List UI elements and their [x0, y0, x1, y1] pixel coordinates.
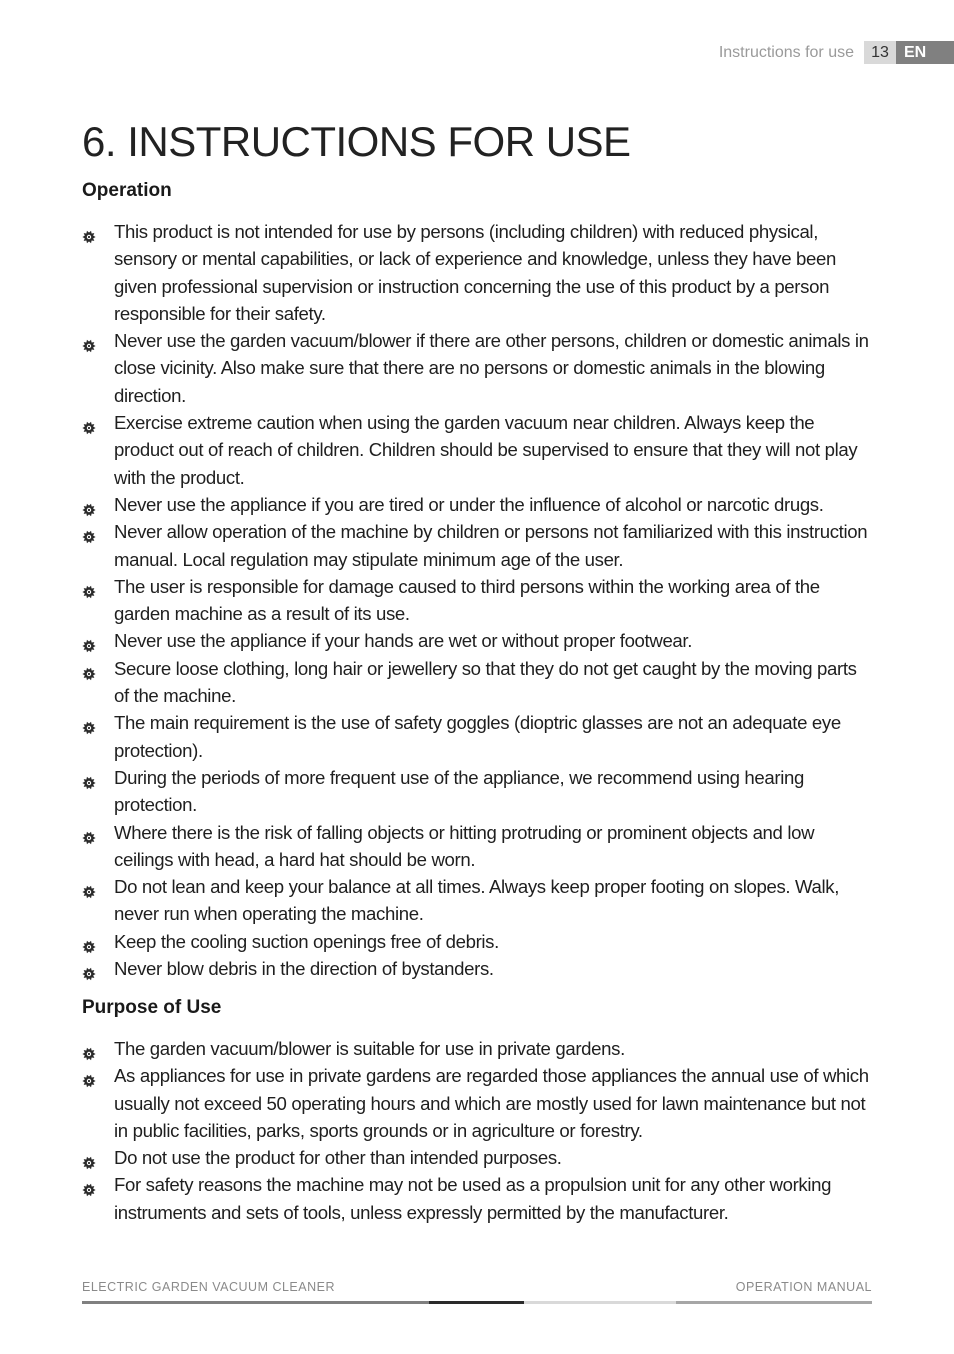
list-item-text: Never allow operation of the machine by children or persons not familiarized with this instruction manual. Local regulation may stipulate minimum age of the user.: [114, 521, 868, 570]
header-title: Instructions for use: [718, 43, 854, 61]
page-number: 13: [864, 41, 896, 64]
gear-bullet-icon: [82, 661, 96, 675]
list-item: [82, 218, 872, 327]
list-item-text: Never use the garden vacuum/blower if there are other persons, children or domestic animals in close vicinity. Also make sure that there are no persons or domestic animals in the blowing direction.: [114, 330, 869, 406]
list-item: [82, 1144, 872, 1171]
list-item: [82, 819, 872, 874]
gear-bullet-icon: [82, 497, 96, 511]
list-item-text: This product is not intended for use by persons (including children) with reduced physical, sensory or mental capabilities, or lack of experience and knowledge, unless they have been given professional supervision or instruction concerning the use of this product by a person responsible for their safety.: [114, 221, 836, 324]
list-item: [82, 327, 872, 409]
gear-bullet-icon: [82, 879, 96, 893]
list-item: [82, 764, 872, 819]
gear-bullet-icon: [82, 1041, 96, 1055]
list-item: [82, 873, 872, 928]
list-item-text: The garden vacuum/blower is suitable for use in private gardens.: [114, 1038, 625, 1059]
list-item: [82, 627, 872, 654]
list-item-text: Do not use the product for other than intended purposes.: [114, 1147, 562, 1169]
purpose-list: [82, 1035, 872, 1226]
list-item-text: Never blow debris in the direction of bystanders.: [114, 958, 494, 980]
gear-bullet-icon: [82, 825, 96, 839]
page-header: [719, 41, 954, 64]
list-item: [82, 928, 872, 955]
list-item: [82, 709, 872, 764]
list-item: [82, 955, 872, 982]
operation-list: [82, 218, 872, 982]
gear-bullet-icon: [82, 415, 96, 429]
gear-bullet-icon: [82, 715, 96, 729]
section-heading-purpose: Purpose of Use: [82, 997, 222, 1018]
gear-bullet-icon: [82, 1177, 96, 1191]
list-item-text: Keep the cooling suction openings free of debris.: [114, 930, 499, 952]
list-item-text: Exercise extreme caution when using the garden vacuum near children. Always keep the product out of reach of children. Children should be supervised to ensure that they will not play with the product.: [114, 412, 858, 488]
list-item: [82, 518, 872, 573]
gear-bullet-icon: [82, 1068, 96, 1082]
page-title: 6. INSTRUCTIONS FOR USE: [82, 118, 631, 165]
footer-product-name: ELECTRIC GARDEN VACUUM CLEANER: [82, 1280, 336, 1294]
list-item-text: For safety reasons the machine may not be used as a propulsion unit for any other working instruments and sets of tools, unless expressly permitted by the manufacturer.: [114, 1174, 832, 1223]
gear-bullet-icon: [82, 934, 96, 948]
list-item: [82, 409, 872, 491]
list-item-text: Do not lean and keep your balance at all times. Always keep proper footing on slopes. Walk, never run when operating the machine.: [114, 876, 840, 925]
list-item-text: During the periods of more frequent use of the appliance, we recommend using hearing protection.: [114, 766, 804, 816]
gear-bullet-icon: [82, 770, 96, 784]
footer-divider: [82, 1301, 872, 1304]
list-item-text: Never use the appliance if you are tired or under the influence of alcohol or narcotic drugs.: [114, 493, 824, 515]
list-item-text: Where there is the risk of falling objects or hitting protruding or prominent objects and low ceilings with head, a hard hat should be worn.: [114, 821, 815, 870]
gear-bullet-icon: [82, 579, 96, 593]
gear-bullet-icon: [82, 961, 96, 975]
list-item-text: Secure loose clothing, long hair or jewellery so that they do not get caught by the moving parts of the machine.: [114, 657, 857, 707]
footer-document-type: OPERATION MANUAL: [735, 1280, 872, 1294]
list-item-text: The main requirement is the use of safety goggles (dioptric glasses are not an adequate eye protection).: [114, 712, 841, 761]
list-item: [82, 1035, 872, 1062]
gear-bullet-icon: [82, 524, 96, 538]
language-badge: EN: [896, 41, 954, 64]
gear-bullet-icon: [82, 1150, 96, 1164]
list-item: [82, 1171, 872, 1226]
list-item-text: As appliances for use in private gardens are regarded those appliances the annual use of which usually not exceed 50 operating hours and which are mostly used for lawn maintenance but not in public facilities, parks, sports grounds or in agriculture or forestry.: [114, 1065, 869, 1141]
list-item: [82, 491, 872, 518]
gear-bullet-icon: [82, 224, 96, 238]
list-item: [82, 655, 872, 710]
section-heading-operation: Operation: [82, 180, 172, 201]
list-item: [82, 1062, 872, 1144]
list-item-text: Never use the appliance if your hands are wet or without proper footwear.: [114, 630, 693, 652]
list-item-text: The user is responsible for damage caused to third persons within the working area of the garden machine as a result of its use.: [114, 575, 820, 625]
gear-bullet-icon: [82, 333, 96, 347]
gear-bullet-icon: [82, 633, 96, 647]
list-item: [82, 573, 872, 628]
